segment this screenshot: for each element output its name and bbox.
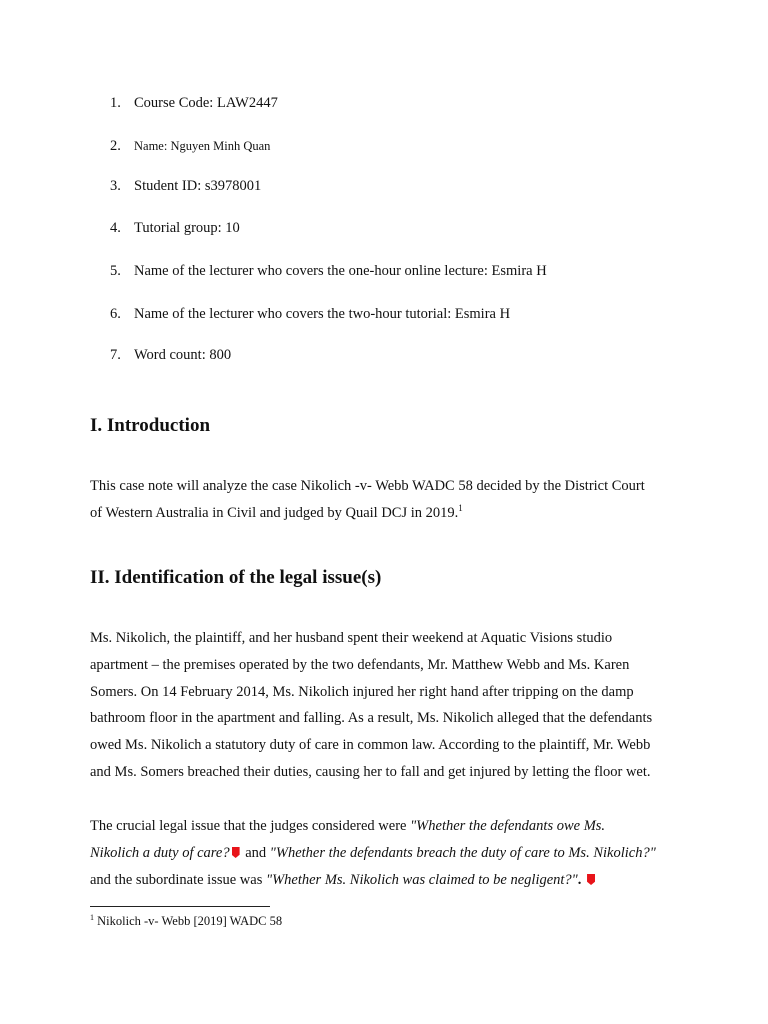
italic-quote: "Whether the defendants breach the duty of care to Ms. Nikolich?" [269,845,656,861]
list-number: 1. [110,95,121,111]
comment-marker-icon[interactable] [587,874,595,885]
list-number: 5. [110,263,121,279]
italic-quote: "Whether the defendants owe Ms. [410,818,606,834]
list-text: Name of the lecturer who covers the one-hour online lecture: Esmira H [134,263,547,279]
legal-issue-paragraph-line: owed Ms. Nikolich a statutory duty of care in common law. According to the plaintiff, Mr. Webb [90,737,651,753]
legal-issue-paragraph-line: apartment – the premises operated by the two defendants, Mr. Matthew Webb and Ms. Karen [90,657,630,673]
list-number: 7. [110,347,121,363]
introduction-line: This case note will analyze the case Nikolich -v- Webb WADC 58 decided by the District Court [90,478,645,494]
list-text: Name of the lecturer who covers the two-hour tutorial: Esmira H [134,306,511,322]
legal-issue-paragraph-line: Ms. Nikolich, the plaintiff, and her husband spent their weekend at Aquatic Visions studio [90,630,613,646]
legal-issue-question-line [90,871,597,889]
legal-issue-paragraph-line: bathroom floor in the apartment and falling. As a result, Ms. Nikolich alleged that the defendants [90,710,653,726]
introduction-line-text: of Western Australia in Civil and judged by Quail DCJ in 2019. [90,505,459,521]
list-text: Word count: 800 [134,347,232,363]
plain-text: and the subordinate issue was [90,872,266,888]
introduction-line [90,504,463,522]
list-number: 2. [110,138,121,154]
footnote-text: Nikolich -v- Webb [2019] WADC 58 [94,914,283,928]
period: . [577,872,582,888]
footnote [90,914,282,929]
plain-text: The crucial legal issue that the judges considered were [90,818,411,834]
legal-issue-question-line [90,817,605,835]
list-text: Name: Nguyen Minh Quan [134,139,271,153]
list-text: Student ID: s3978001 [134,178,262,194]
legal-issue-paragraph-line: Somers. On 14 February 2014, Ms. Nikolich injured her right hand after tripping on the damp [90,684,634,700]
legal-issue-paragraph-line: and Ms. Somers breached their duties, causing her to fall and get injured by letting the floor wet. [90,764,651,780]
list-number: 6. [110,306,121,322]
comment-marker-icon[interactable] [232,847,240,858]
legal-issue-question-line [90,844,656,862]
footnote-reference[interactable]: 1 [458,503,463,514]
list-text: Tutorial group: 10 [134,220,240,236]
footnote-separator [90,906,270,907]
italic-quote: "Whether Ms. Nikolich was claimed to be negligent?" [265,872,578,888]
list-number: 3. [110,178,121,194]
legal-issue-heading: II. Identification of the legal issue(s) [90,567,382,588]
italic-quote: Nikolich a duty of care? [90,845,230,861]
footnote-number: 1 [90,912,94,922]
plain-text: and [241,845,270,861]
list-text: Course Code: LAW2447 [134,95,278,111]
introduction-heading: I. Introduction [90,415,211,436]
list-number: 4. [110,220,121,236]
